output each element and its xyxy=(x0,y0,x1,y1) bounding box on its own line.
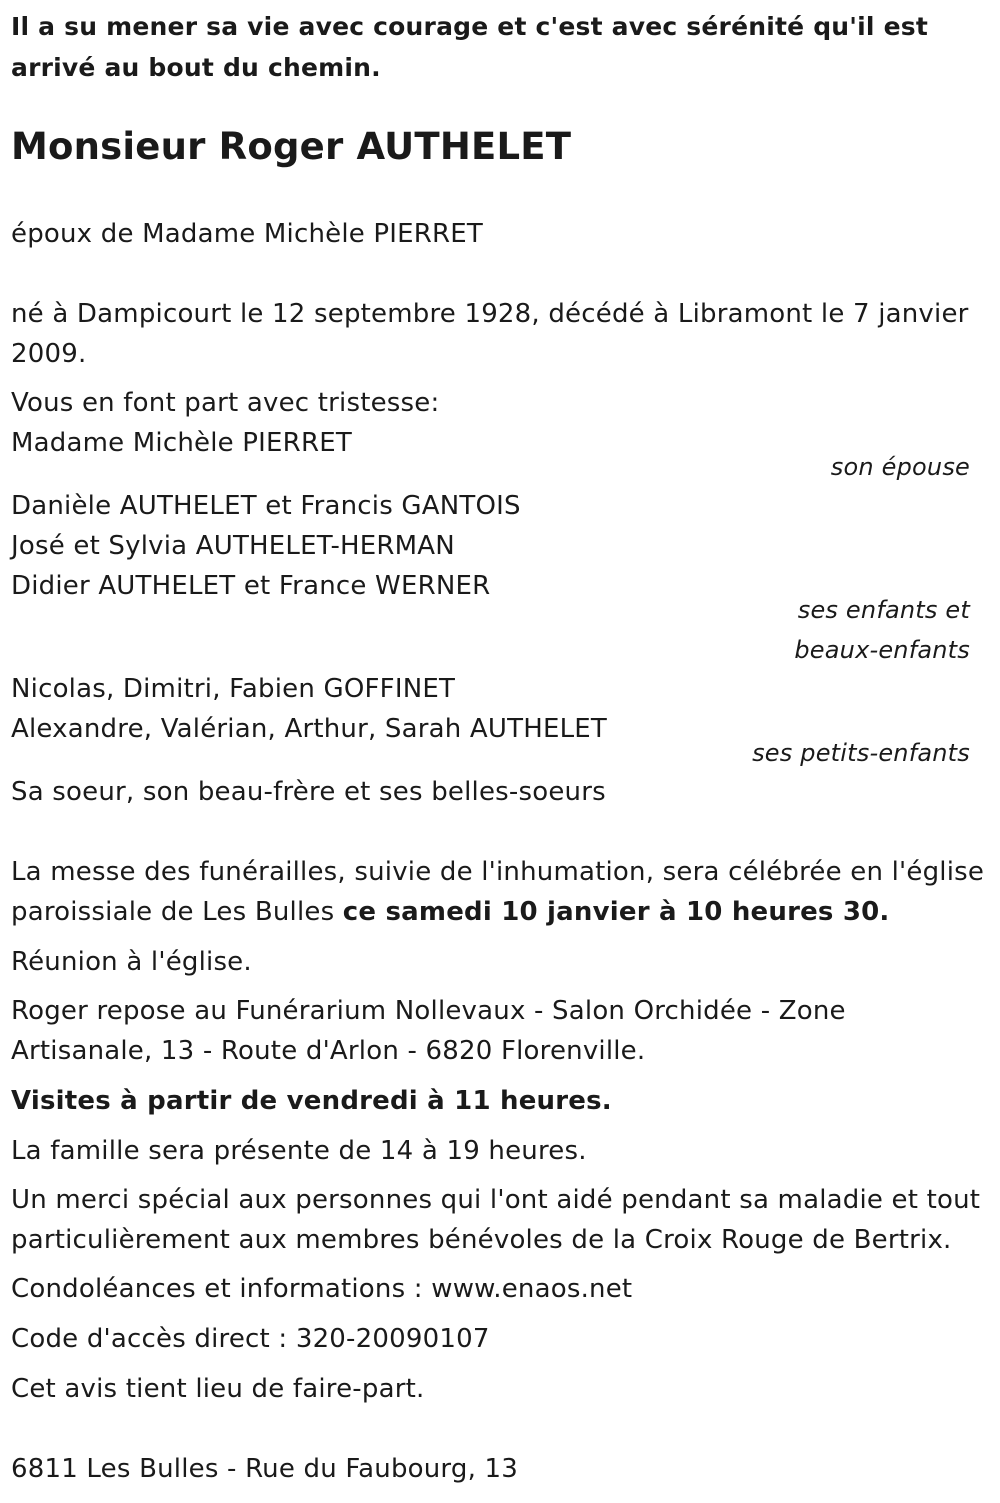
children-role-line-1: ses enfants et xyxy=(797,596,970,624)
family-child: Danièle AUTHELET et Francis GANTOIS xyxy=(11,491,521,521)
rest-place: Roger repose au Funérarium Nollevaux - Salon Orchidée - Zone Artisanale, 13 - Route d'Arlon - 6820 Florenville. xyxy=(11,996,846,1066)
announcement-intro: Vous en font part avec tristesse: xyxy=(11,388,440,418)
visits-line: Visites à partir de vendredi à 11 heures. xyxy=(11,1086,612,1116)
access-code-line: Code d'accès direct : 320-20090107 xyxy=(11,1324,490,1354)
condolences-line: Condoléances et informations : www.enaos.net xyxy=(11,1274,633,1304)
thanks-paragraph: Un merci spécial aux personnes qui l'ont aidé pendant sa maladie et tout particulièrement aux membres bénévoles de la Croix Rouge de Bertrix. xyxy=(11,1185,981,1255)
family-presence: La famille sera présente de 14 à 19 heures. xyxy=(11,1136,587,1166)
address-line: 6811 Les Bulles - Rue du Faubourg, 13 xyxy=(11,1454,518,1484)
family-grandchild: Nicolas, Dimitri, Fabien GOFFINET xyxy=(11,674,456,704)
funeral-paragraph xyxy=(11,852,986,932)
family-siblings: Sa soeur, son beau-frère et ses belles-soeurs xyxy=(11,777,606,807)
deceased-name: Monsieur Roger AUTHELET xyxy=(11,125,572,168)
grandchildren-role: ses petits-enfants xyxy=(752,739,970,767)
spouse-line: époux de Madame Michèle PIERRET xyxy=(11,219,484,249)
family-child: Didier AUTHELET et France WERNER xyxy=(11,571,491,601)
notice-line: Cet avis tient lieu de faire-part. xyxy=(11,1374,425,1404)
spouse-role: son épouse xyxy=(830,453,970,481)
family-child: José et Sylvia AUTHELET-HERMAN xyxy=(11,531,455,561)
funeral-text: La messe des funérailles, suivie de l'inhumation, sera célébrée en l'église paroissiale de Les Bulles xyxy=(11,857,985,927)
meeting-line: Réunion à l'église. xyxy=(11,947,252,977)
birth-death-line: né à Dampicourt le 12 septembre 1928, décédé à Libramont le 7 janvier 2009. xyxy=(11,299,969,369)
family-grandchild: Alexandre, Valérian, Arthur, Sarah AUTHELET xyxy=(11,714,607,744)
epigraph: Il a su mener sa vie avec courage et c'est avec sérénité qu'il est arrivé au bout du chemin. xyxy=(11,12,928,82)
funeral-date: ce samedi 10 janvier à 10 heures 30. xyxy=(342,897,890,927)
children-role-line-2: beaux-enfants xyxy=(794,636,970,664)
family-spouse: Madame Michèle PIERRET xyxy=(11,428,352,458)
